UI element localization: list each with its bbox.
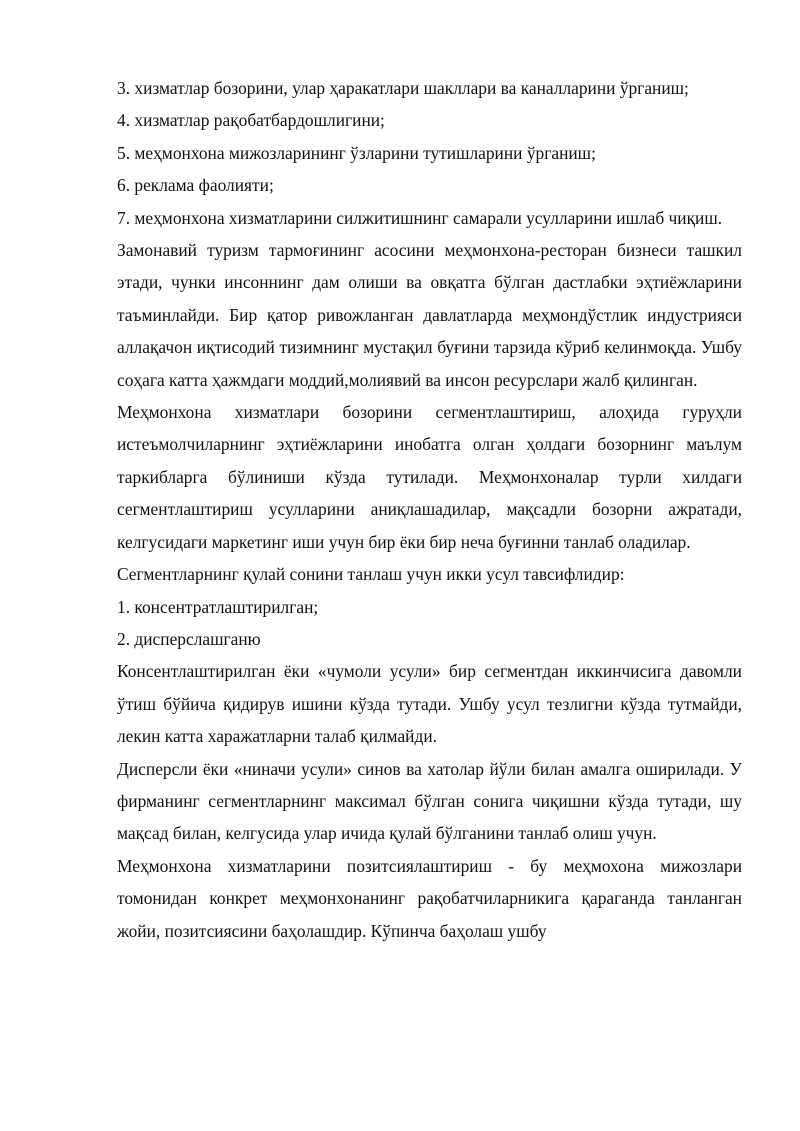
paragraph-positioning: Меҳмонхона хизматларини позитсиялаштириш - бу меҳмохона мижозлари томонидан конкрет меҳмонхонанинг рақобатчиларникига қараганда танланган жойи, позитсиясини баҳолашдир. Кўпинча баҳолаш ушбу [117,855,742,941]
list-item-6: 6. реклама фаолияти; [117,175,274,196]
list-item-3: 3. хизматлар бозорини, улар ҳаракатлари шакллари ва каналларини ўрганиш; [117,78,689,98]
paragraph-tourism-industry: Замонавий туризм тармоғининг асосини меҳмонхона-ресторан бизнеси ташкил этади, чунки инсоннинг дам олиши ва овқатга бўлган дастлабки эҳтиёжларини таъминлайди. Бир қатор ривожланган давлатларда меҳмондўстлик индустрияси аллақачон иқтисодий тизимнинг мустақил буғини тарзида кўриб келинмоқда. Ушбу соҳага катта ҳажмдаги моддий,молиявий ва инсон ресурслари жалб қилинган. [117,240,742,390]
document-page [117,72,742,947]
paragraph-dragonfly-method: Дисперсли ёки «ниначи усули» синов ва хатолар йўли билан амалга оширилади. У фирманинг сегментларнинг максимал бўлган сонига чиқишни кўзда тутади, шу мақсад билан, келгусида улар ичида қулай бўлганини танлаб олиш учун. [117,758,742,844]
method-list-item-2: 2. дисперслашганю [117,628,261,649]
list-item-4: 4. хизматлар рақобатбардошлигини; [117,110,385,131]
list-item-5: 5. меҳмонхона мижозларининг ўзларини тутишларини ўрганиш; [117,142,596,163]
paragraph-market-segmentation: Меҳмонхона хизматлари бозорини сегментлаштириш, алоҳида гуруҳли истеъмолчиларнинг эҳтиёжларини инобатга олган ҳолдаги бозорнинг маълум таркибларга бўлиниши кўзда тутилади. Меҳмонхоналар турли хилдаги сегментлаштириш усулларини аниқлашадилар, мақсадли бозорни ажратади, келгусидаги маркетинг иши учун бир ёки бир неча буғинни танлаб оладилар. [117,402,742,552]
list-item-7: 7. меҳмонхона хизматларини силжитишнинг самарали усулларини ишлаб чиқиш. [117,207,723,228]
paragraph-segment-methods-intro: Сегментларнинг қулай сонини танлаш учун икки усул тавсифлидир: [117,564,625,585]
paragraph-ant-method: Консентлаштирилган ёки «чумоли усули» бир сегментдан иккинчисига давомли ўтиш бўйича қидирув ишини кўзда тутади. Ушбу усул тезлигни кўзда тутмайди, лекин катта харажатларни талаб қилмайди. [117,661,742,747]
method-list-item-1: 1. консентратлаштирилган; [117,596,319,617]
